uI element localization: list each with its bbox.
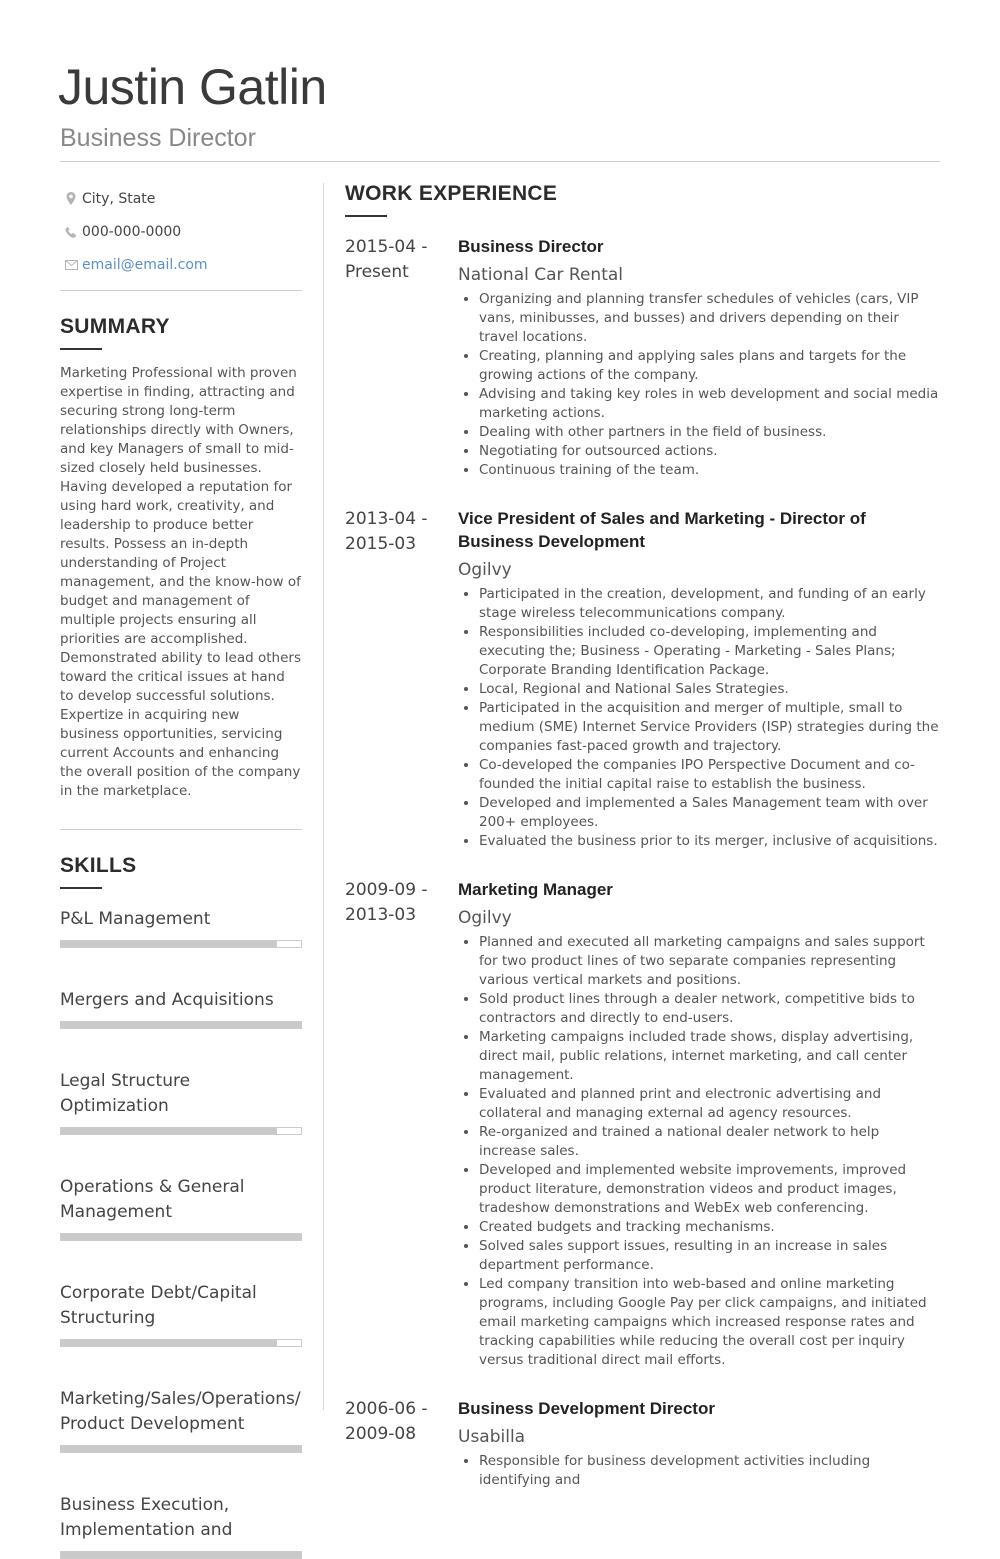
- job-entry: [345, 235, 940, 480]
- contact-phone: [60, 215, 302, 248]
- sidebar-divider: [60, 290, 302, 291]
- phone-text: 000-000-0000: [82, 223, 182, 240]
- skill-label: Corporate Debt/Capital Structuring: [60, 1283, 257, 1328]
- main-column: [345, 182, 940, 1490]
- column-divider: [323, 183, 324, 1410]
- envelope-icon: [60, 260, 82, 270]
- sidebar-divider: [60, 829, 302, 830]
- duty-item: • Created budgets and tracking mechanisms.: [479, 1218, 940, 1237]
- duty-item: • Participated in the creation, development, and funding of an early stage wireless telecommunications company.: [479, 585, 940, 623]
- contact-block: [60, 182, 302, 281]
- job-title: Marketing Manager: [458, 880, 613, 899]
- skills-section: [60, 854, 302, 1559]
- job-details: [458, 507, 940, 851]
- job-entry: [345, 507, 940, 851]
- skill-label: Operations & General Management: [60, 1177, 245, 1222]
- skill-label: P&L Management: [60, 909, 211, 929]
- job-duties: [458, 933, 940, 1370]
- phone-icon: [60, 226, 82, 238]
- summary-heading-underline: [60, 348, 102, 350]
- header-divider: [60, 161, 940, 162]
- job-details: [458, 1397, 940, 1490]
- summary-heading: SUMMARY: [60, 315, 170, 338]
- duty-item: • Negotiating for outsourced actions.: [479, 442, 940, 461]
- summary-section: [60, 315, 302, 801]
- experience-heading: WORK EXPERIENCE: [345, 182, 558, 205]
- skill-item: [60, 907, 302, 948]
- job-title: Business Development Director: [458, 1399, 715, 1418]
- candidate-role: Business Director: [60, 124, 256, 152]
- skill-level-fill: [61, 1022, 301, 1028]
- skill-item: [60, 1069, 302, 1135]
- job-entry: [345, 1397, 940, 1490]
- location-pin-icon: [60, 192, 82, 205]
- skill-item: [60, 1281, 302, 1347]
- location-text: City, State: [82, 190, 156, 207]
- duty-item: • Developed and implemented a Sales Management team with over 200+ employees.: [479, 794, 940, 832]
- skill-level-bar: [60, 1233, 302, 1241]
- summary-text: Marketing Professional with proven expertise in finding, attracting and securing strong long-term relationships directly with Owners, and key Managers of small to mid-sized closely held businesses. Having developed a reputation for using hard work, creativity, and leadership to produce better results. Possess an in-depth understanding of Project management, and the know-how of budget and management of multiple projects ensuring all priorities are accomplished. Demonstrated ability to lead others toward the critical issues at hand to develop successful solutions. Expertize in acquiring new business opportunities, servicing current Accounts and enhancing the overall position of the company in the marketplace.: [60, 365, 301, 799]
- skill-level-bar: [60, 1551, 302, 1559]
- job-entry: [345, 878, 940, 1370]
- skill-item: [60, 1493, 302, 1559]
- duty-item: • Participated in the acquisition and merger of multiple, small to medium (SME) Internet Service Providers (ISP) strategies during the companies fast-paced growth and trajectory.: [479, 699, 940, 756]
- skill-label: Business Execution, Implementation and: [60, 1495, 233, 1540]
- job-duties: [458, 1452, 940, 1490]
- duty-item: • Marketing campaigns included trade shows, display advertising, direct mail, public relations, internet marketing, and call center management.: [479, 1028, 940, 1085]
- skill-level-bar: [60, 1127, 302, 1135]
- duty-item: • Planned and executed all marketing campaigns and sales support for two product lines of two separate companies representing various vertical markets and positions.: [479, 933, 940, 990]
- job-dates: 2006-06 - 2009-08: [345, 1399, 428, 1444]
- skills-list: [60, 907, 302, 1559]
- job-duties: [458, 290, 940, 480]
- job-company: Ogilvy: [458, 560, 512, 580]
- duty-item: • Developed and implemented website improvements, improved product literature, demonstration videos and product images, tradeshow demonstrations and WebEx web conferencing.: [479, 1161, 940, 1218]
- duty-item: • Local, Regional and National Sales Strategies.: [479, 680, 940, 699]
- job-dates: 2013-04 - 2015-03: [345, 509, 428, 554]
- skill-level-fill: [61, 1234, 301, 1240]
- skill-level-bar: [60, 1339, 302, 1347]
- skills-heading-underline: [60, 887, 102, 889]
- job-duties: [458, 585, 940, 851]
- skill-item: [60, 988, 302, 1029]
- duty-item: • Responsible for business development activities including identifying and: [479, 1452, 940, 1490]
- skill-level-bar: [60, 1021, 302, 1029]
- duty-item: • Creating, planning and applying sales plans and targets for the growing actions of the company.: [479, 347, 940, 385]
- job-company: National Car Rental: [458, 265, 624, 285]
- duty-item: • Sold product lines through a dealer network, competitive bids to contractors and directly to end-users.: [479, 990, 940, 1028]
- skill-item: [60, 1175, 302, 1241]
- duty-item: • Evaluated and planned print and electronic advertising and collateral and managing external ad agency resources.: [479, 1085, 940, 1123]
- job-details: [458, 878, 940, 1370]
- job-company: Ogilvy: [458, 908, 512, 928]
- skill-level-bar: [60, 940, 302, 948]
- skills-heading: SKILLS: [60, 854, 137, 877]
- skill-level-fill: [61, 1128, 277, 1134]
- duty-item: • Led company transition into web-based and online marketing programs, including Google Pay per click campaigns, and initiated email marketing campaigns which increased response rates and tracking capabilities while reducing the overall cost per inquiry versus traditional direct mail efforts.: [479, 1275, 940, 1370]
- skill-label: Marketing/Sales/Operations/ Product Development: [60, 1389, 301, 1434]
- job-title: Business Director: [458, 237, 604, 256]
- skill-item: [60, 1387, 302, 1453]
- sidebar: [60, 182, 302, 1559]
- jobs-list: [345, 235, 940, 1490]
- duty-item: • Solved sales support issues, resulting in an increase in sales department performance.: [479, 1237, 940, 1275]
- job-dates: 2009-09 - 2013-03: [345, 880, 428, 925]
- duty-item: • Organizing and planning transfer schedules of vehicles (cars, VIP vans, minibusses, and busses) and drivers depending on their travel locations.: [479, 290, 940, 347]
- email-link[interactable]: email@email.com: [82, 256, 208, 273]
- job-dates: 2015-04 - Present: [345, 237, 428, 282]
- job-company: Usabilla: [458, 1427, 526, 1447]
- contact-email[interactable]: [60, 248, 302, 281]
- skill-level-fill: [61, 1552, 301, 1558]
- job-details: [458, 235, 940, 480]
- skill-label: Mergers and Acquisitions: [60, 990, 274, 1010]
- duty-item: • Advising and taking key roles in web development and social media marketing actions.: [479, 385, 940, 423]
- duty-item: • Dealing with other partners in the field of business.: [479, 423, 940, 442]
- skill-label: Legal Structure Optimization: [60, 1071, 191, 1116]
- duty-item: • Co-developed the companies IPO Perspective Document and co-founded the initial capital raise to establish the business.: [479, 756, 940, 794]
- candidate-name: Justin Gatlin: [58, 59, 327, 115]
- contact-location: [60, 182, 302, 215]
- duty-item: • Re-organized and trained a national dealer network to help increase sales.: [479, 1123, 940, 1161]
- skill-level-fill: [61, 941, 277, 947]
- skill-level-bar: [60, 1445, 302, 1453]
- duty-item: • Evaluated the business prior to its merger, inclusive of acquisitions.: [479, 832, 940, 851]
- duty-item: • Responsibilities included co-developing, implementing and executing the; Business - Operating - Marketing - Sales Plans; Corporate Branding Identification Package.: [479, 623, 940, 680]
- experience-heading-underline: [345, 215, 387, 217]
- duty-item: • Continuous training of the team.: [479, 461, 940, 480]
- skill-level-fill: [61, 1446, 301, 1452]
- job-title: Vice President of Sales and Marketing - Director of Business Development: [458, 509, 866, 551]
- skill-level-fill: [61, 1340, 277, 1346]
